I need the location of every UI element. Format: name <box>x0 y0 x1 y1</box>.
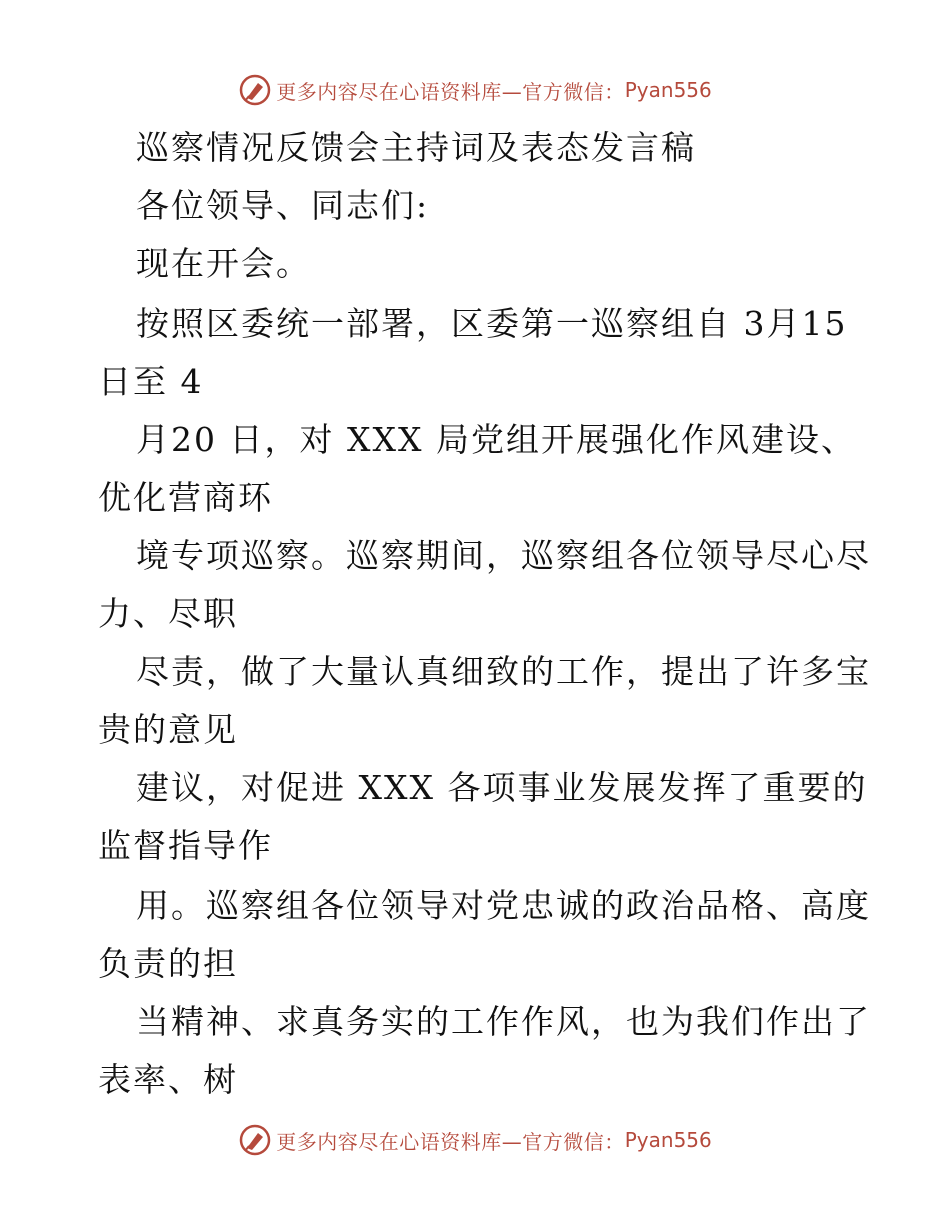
paragraph-line: 当精神、求真务实的工作作风，也为我们作出了 <box>136 1002 871 1041</box>
pen-nib-logo-icon <box>238 1123 272 1157</box>
paragraph-line: 月20 日，对 XXX 局党组开展强化作风建设、 <box>136 420 856 459</box>
banner-text: 更多内容尽在心语资料库—官方微信： <box>276 1129 625 1154</box>
wechat-id: Pyan556 <box>624 1128 712 1152</box>
footer-banner <box>0 1120 950 1160</box>
paragraph-line: 表率、树 <box>98 1060 238 1099</box>
paragraph-line: 负责的担 <box>98 944 238 983</box>
paragraph-line: 用。巡察组各位领导对党忠诚的政治品格、高度 <box>136 886 871 925</box>
paragraph-line: 建议，对促进 XXX 各项事业发展发挥了重要的 <box>136 768 868 807</box>
paragraph-line: 优化营商环 <box>98 478 273 517</box>
paragraph-line: 力、尽职 <box>98 594 238 633</box>
paragraph-line: 监督指导作 <box>98 826 273 865</box>
paragraph-line: 尽责，做了大量认真细致的工作，提出了许多宝 <box>136 652 871 691</box>
wechat-id: Pyan556 <box>624 78 712 102</box>
paragraph-line: 日至 4 <box>98 362 204 401</box>
paragraph-line: 境专项巡察。巡察期间，巡察组各位领导尽心尽 <box>136 536 871 575</box>
banner-text: 更多内容尽在心语资料库—官方微信： <box>276 79 625 104</box>
document-title: 巡察情况反馈会主持词及表态发言稿 <box>136 128 696 167</box>
paragraph-line: 现在开会。 <box>136 244 311 283</box>
pen-nib-logo-icon <box>238 73 272 107</box>
paragraph-line: 按照区委统一部署，区委第一巡察组自 3月15 <box>136 304 848 343</box>
salutation: 各位领导、同志们: <box>136 186 430 225</box>
header-banner <box>0 70 950 110</box>
paragraph-line: 贵的意见 <box>98 710 238 749</box>
